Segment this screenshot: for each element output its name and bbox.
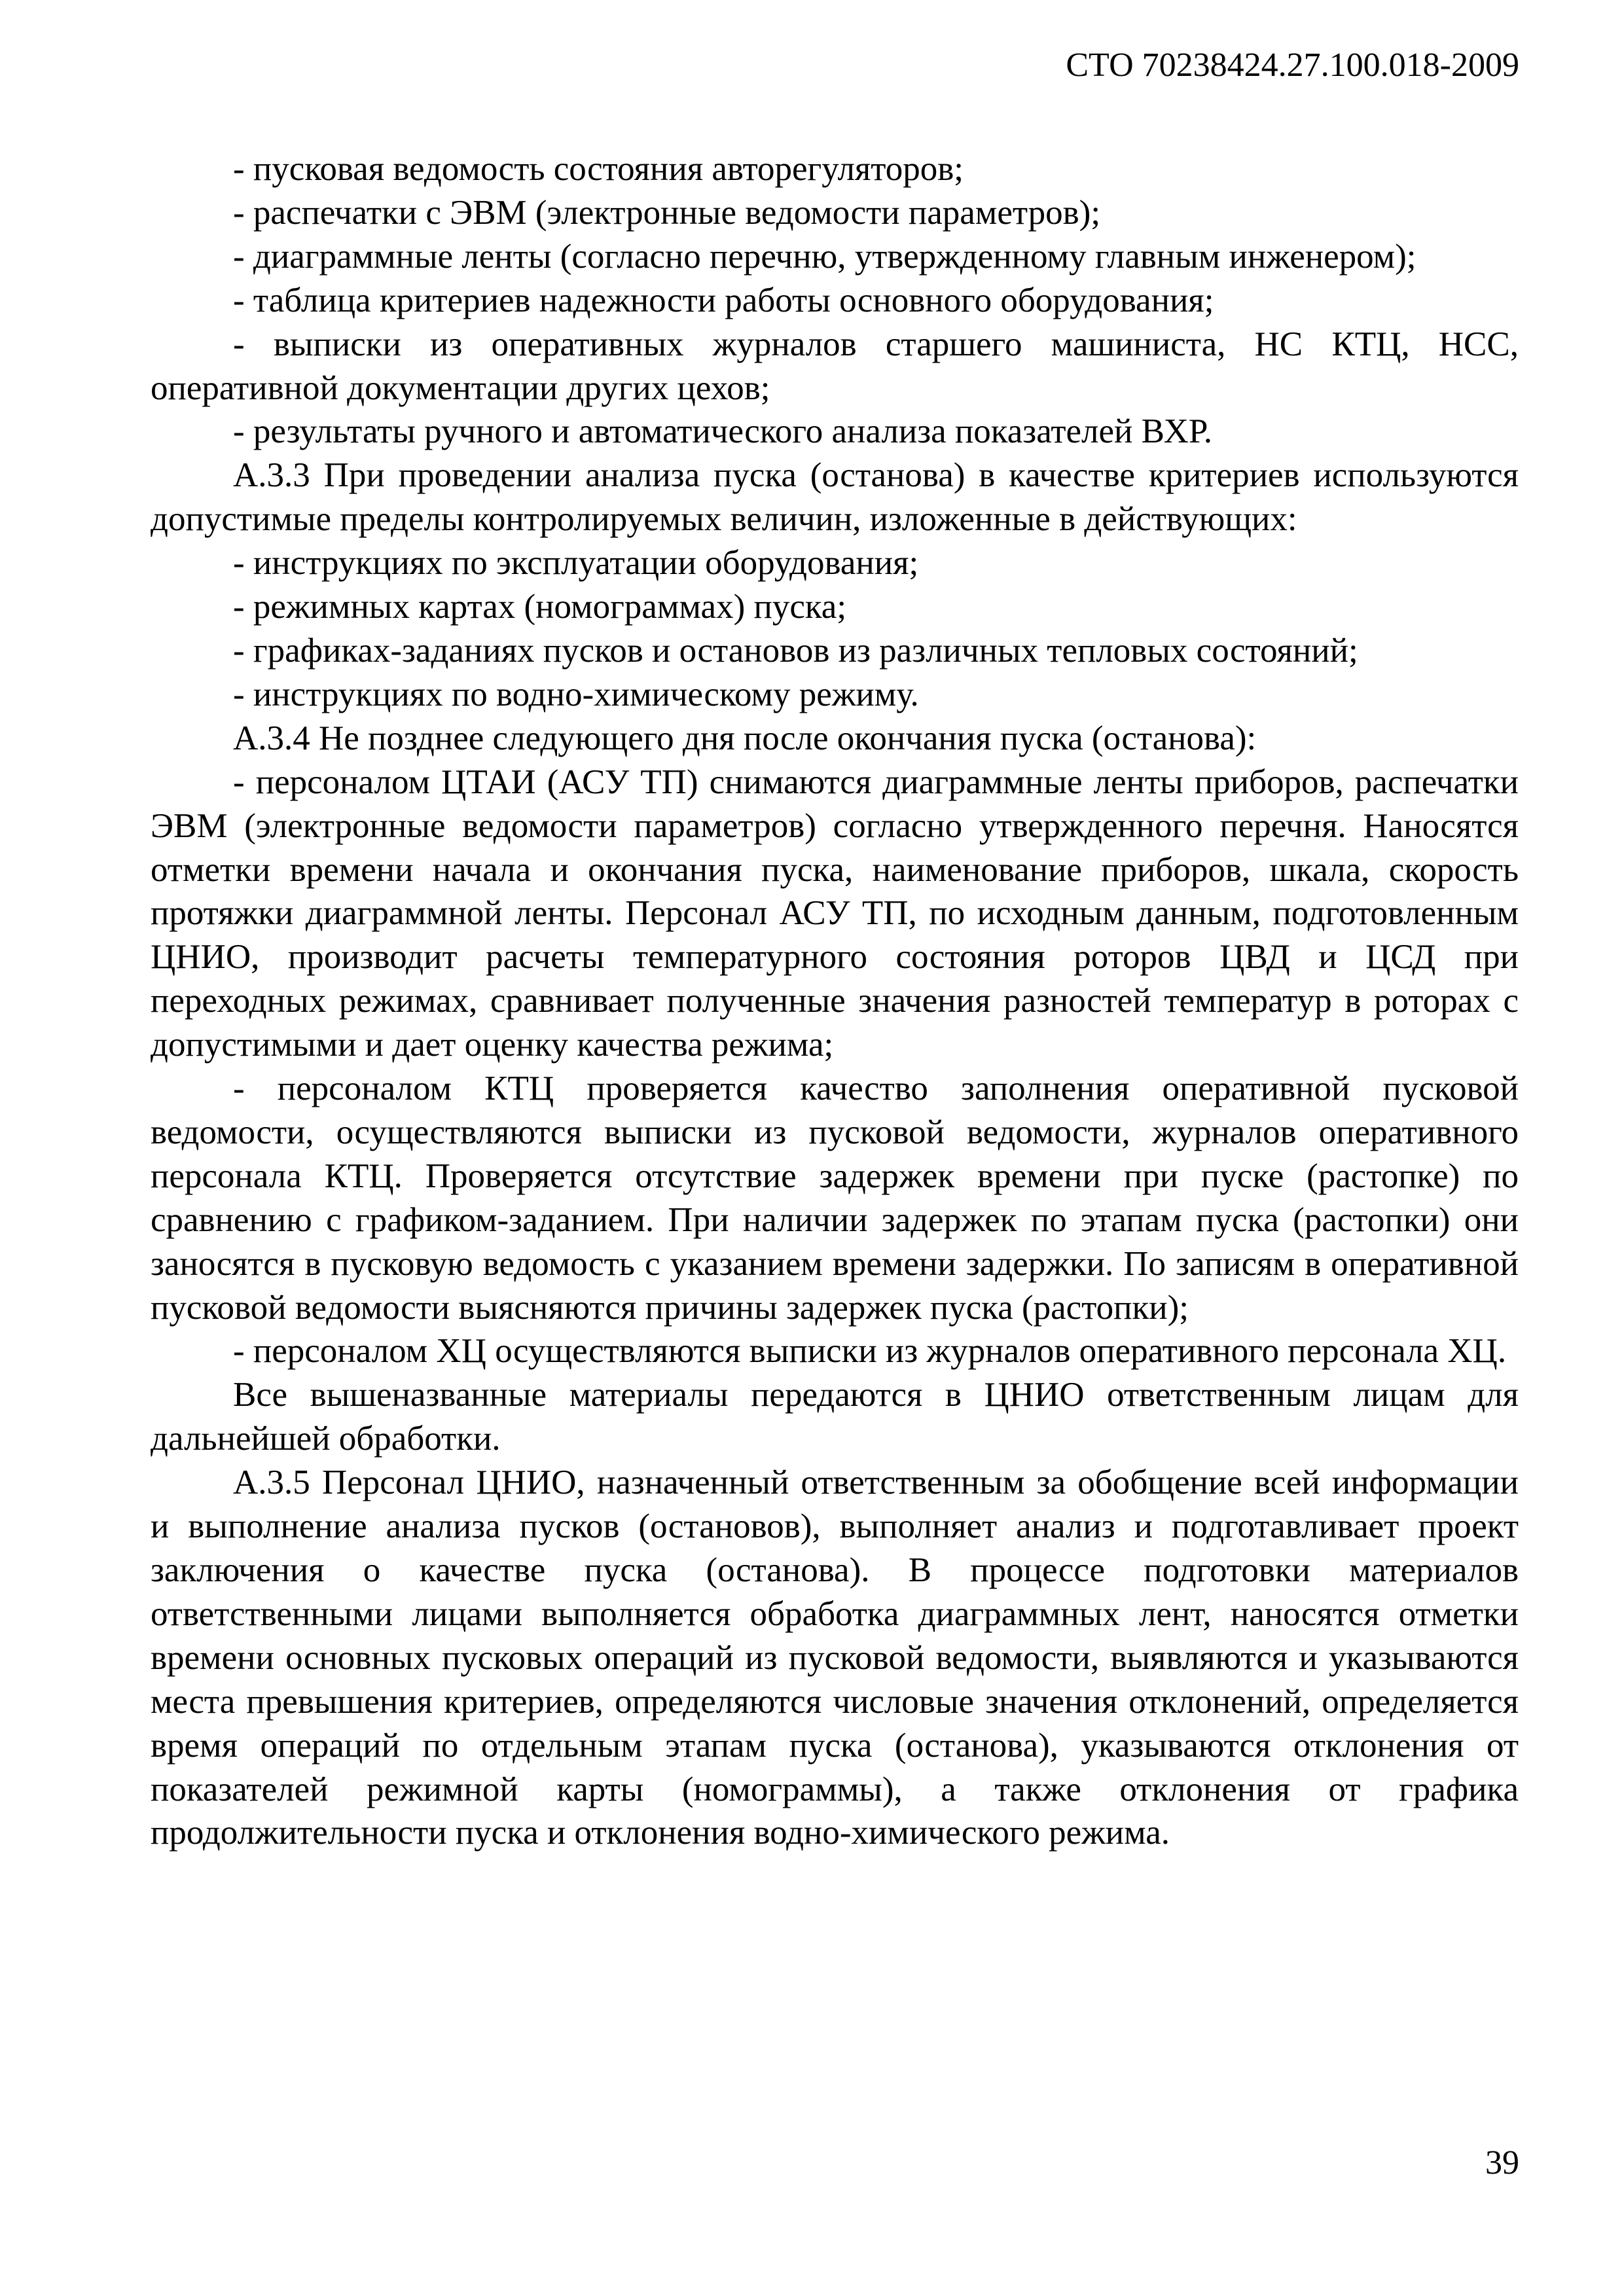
materials-transfer-paragraph: Все вышеназванные материалы передаются в ЦНИО ответственным лицам для дальнейшей обработки.: [151, 1376, 1519, 1458]
list-item-ktc-personnel: - персоналом КТЦ проверяется качество заполнения оперативной пусковой ведомости, осуществляются выписки из пусковой ведомости, журналов оперативного персонала КТЦ. Проверяется отсутствие задержек времени при пуске (растопке) по сравнению с графиком-заданием. При наличии задержек по этапам пуска (растопки) они заносятся в пусковую ведомость с указанием времени задержки. По записям в оперативной пусковой ведомости выясняются причины задержек пуска (растопки);: [151, 1069, 1519, 1327]
list-item-log-extracts: - выписки из оперативных журналов старшего машиниста, НС КТЦ, НСС, оперативной документации других цехов;: [151, 325, 1519, 407]
page-number: 39: [1485, 2144, 1519, 2181]
list-item-computer-printouts: - распечатки с ЭВМ (электронные ведомости параметров);: [233, 193, 1101, 232]
list-item-ctai-personnel: - персоналом ЦТАИ (АСУ ТП) снимаются диаграммные ленты приборов, распечатки ЭВМ (электронные ведомости параметров) согласно утвержденного перечня. Наносятся отметки времени начала и окончания пуска, наименование приборов, шкала, скорость протяжки диаграммной ленты. Персонал АСУ ТП, по исходным данным, подготовленным ЦНИО, производит расчеты температурного состояния роторов ЦВД и ЦСД при переходных режимах, сравнивает полученные значения разностей температур в роторах с допустимыми и дает оценку качества режима;: [151, 762, 1519, 1064]
list-item-startup-regulators-sheet: - пусковая ведомость состояния авторегуляторов;: [233, 150, 964, 188]
clause-a-3-5: А.3.5 Персонал ЦНИО, назначенный ответственным за обобщение всей информации и выполнение анализа пусков (остановов), выполняет анализ и подготавливает проект заключения о качестве пуска (останова). В процессе подготовки материалов ответственными лицами выполняется обработка диаграммных лент, наносятся отметки времени основных пусковых операций из пусковой ведомости, выявляются и указываются места превышения критериев, определяются числовые значения отклонений, определяется время операций по отдельным этапам пуска (останова), указываются отклонения от показателей режимной карты (номограммы), а также отклонения от графика продолжительности пуска и отклонения водно-химического режима.: [151, 1463, 1519, 1852]
list-item-water-chemistry-instructions: - инструкциях по водно-химическому режиму.: [233, 675, 919, 713]
list-item-water-chemistry-results: - результаты ручного и автоматического анализа показателей ВХР.: [233, 412, 1213, 451]
document-body: [151, 147, 1519, 1855]
list-item-startup-schedules: - графиках-заданиях пусков и остановов из различных тепловых состояний;: [233, 631, 1358, 670]
document-code-header: СТО 70238424.27.100.018-2009: [1066, 46, 1519, 84]
clause-a-3-4: А.3.4 Не позднее следующего дня после окончания пуска (останова):: [233, 719, 1257, 757]
list-item-hc-personnel: - персоналом ХЦ осуществляются выписки из журналов оперативного персонала ХЦ.: [233, 1332, 1507, 1371]
list-item-operation-instructions: - инструкциях по эксплуатации оборудования;: [233, 544, 919, 583]
clause-a-3-3: А.3.3 При проведении анализа пуска (останова) в качестве критериев используются допустимые пределы контролируемых величин, изложенные в действующих:: [151, 456, 1519, 539]
list-item-chart-tapes: - диаграммные ленты (согласно перечню, утвержденному главным инженером);: [233, 237, 1416, 276]
list-item-mode-charts: - режимных картах (номограммах) пуска;: [233, 588, 847, 626]
list-item-reliability-criteria-table: - таблица критериев надежности работы основного оборудования;: [233, 281, 1214, 319]
